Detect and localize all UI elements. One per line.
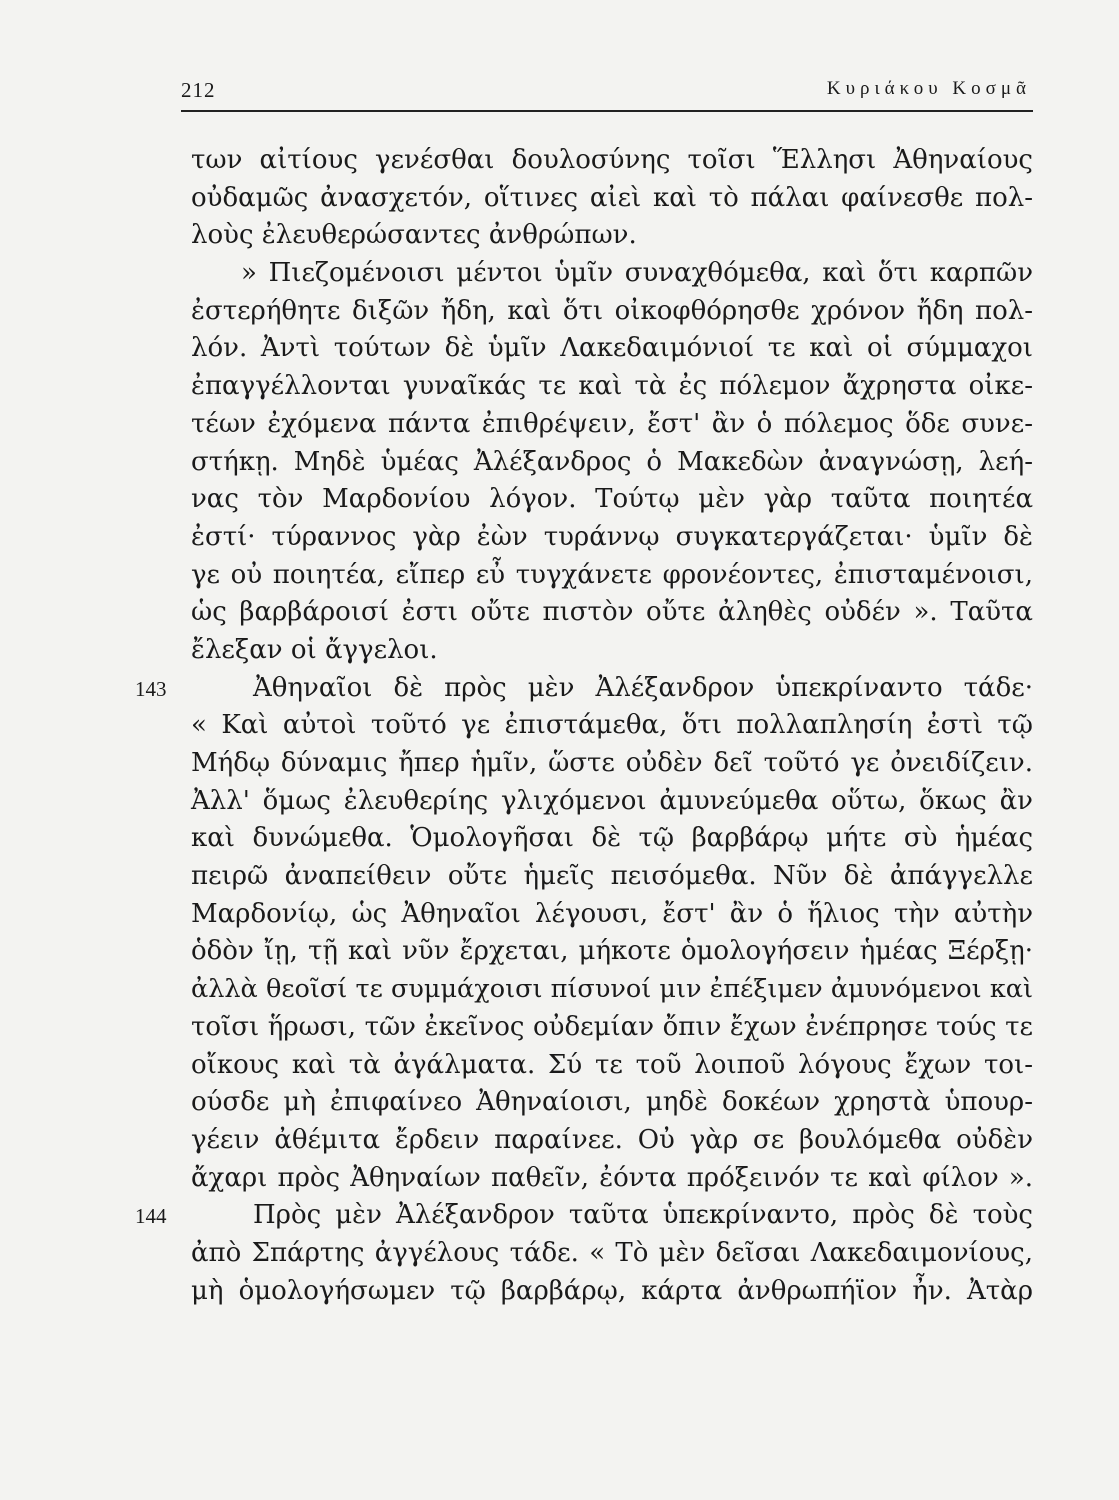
text-line: πειρῶ ἀναπείθειν οὔτε ἡμεῖς πεισόμεθα. Νῦν δὲ ἀπάγγελλε: [191, 861, 1033, 892]
text-line: οὐδαμῶς ἀνασχετόν, οἵτινες αἰεὶ καὶ τὸ πάλαι φαίνεσθε πολ-: [191, 182, 1033, 213]
section-number: 143: [135, 676, 167, 701]
text-line: ὁδὸν ἴῃ, τῇ καὶ νῦν ἔρχεται, μήκοτε ὁμολογήσειν ἡμέας Ξέρξῃ·: [191, 936, 1033, 967]
text-line: νας τὸν Μαρδονίου λόγον. Τούτῳ μὲν γὰρ ταῦτα ποιητέα: [191, 484, 1033, 515]
text-line: ἐστί· τύραννος γὰρ ἐὼν τυράννῳ συγκατεργάζεται· ὑμῖν δὲ: [191, 521, 1033, 552]
header-rule: [181, 110, 1033, 112]
text-line: λοὺς ἐλευθερώσαντες ἀνθρώπων.: [191, 220, 637, 251]
text-line-content: Πρὸς μὲν Ἀλέξανδρον ταῦτα ὑπεκρίναντο, πρὸς δὲ τοὺς: [253, 1200, 1033, 1231]
text-line: των αἰτίους γενέσθαι δουλοσύνης τοῖσι Ἕλλησι Ἀθηναίους: [191, 145, 1033, 175]
text-line: καὶ δυνώμεθα. Ὁμολογῆσαι δὲ τῷ βαρβάρῳ μήτε σὺ ἡμέας: [191, 823, 1033, 854]
text-line: Ἀλλ' ὅμως ἐλευθερίης γλιχόμενοι ἀμυνεύμεθα οὕτω, ὅκως ἂν: [191, 785, 1033, 816]
text-line-section-143: [135, 670, 1033, 708]
text-line: τοῖσι ἥρωσι, τῶν ἐκεῖνος οὐδεμίαν ὄπιν ἔχων ἐνέπρησε τούς τε: [191, 1011, 1033, 1042]
body-text: [135, 142, 1033, 1310]
text-line: ἐστερήθητε διξῶν ἤδη, καὶ ὅτι οἰκοφθόρησθε χρόνον ἤδη πολ-: [191, 295, 1033, 326]
section-number: 144: [135, 1204, 167, 1229]
text-line: ούσδε μὴ ἐπιφαίνεο Ἀθηναίοισι, μηδὲ δοκέων χρηστὰ ὑπουρ-: [191, 1087, 1033, 1118]
text-line: ὡς βαρβάροισί ἐστι οὔτε πιστὸν οὔτε ἀληθὲς οὐδέν ». Ταῦτα: [191, 597, 1033, 628]
text-line: στήκῃ. Μηδὲ ὑμέας Ἀλέξανδρος ὁ Μακεδὼν ἀναγνώσῃ, λεή-: [191, 446, 1033, 477]
text-line: ἀπὸ Σπάρτης ἀγγέλους τάδε. « Τὸ μὲν δεῖσαι Λακεδαιμονίους,: [191, 1237, 1033, 1268]
text-line: ἄχαρι πρὸς Ἀθηναίων παθεῖν, ἐόντα πρόξεινόν τε καὶ φίλον ».: [191, 1162, 1033, 1193]
text-line-section-144: [135, 1197, 1033, 1235]
text-line: τέων ἐχόμενα πάντα ἐπιθρέψειν, ἔστ' ἂν ὁ πόλεμος ὅδε συνε-: [191, 408, 1033, 439]
text-line: γε οὐ ποιητέα, εἴπερ εὖ τυγχάνετε φρονέοντες, ἐπισταμένοισι,: [191, 559, 1033, 590]
text-line: οἴκους καὶ τὰ ἀγάλματα. Σύ τε τοῦ λοιποῦ λόγους ἔχων τοι-: [191, 1049, 1033, 1080]
page-header: [181, 72, 1033, 108]
text-line: λόν. Ἀντὶ τούτων δὲ ὑμῖν Λακεδαιμόνιοί τε καὶ οἱ σύμμαχοι: [191, 333, 1033, 364]
text-line: » Πιεζομένοισι μέντοι ὑμῖν συναχθόμεθα, καὶ ὅτι καρπῶν: [241, 258, 1033, 289]
page-number: 212: [181, 78, 216, 102]
text-line: Μαρδονίῳ, ὡς Ἀθηναῖοι λέγουσι, ἔστ' ἂν ὁ ἥλιος τὴν αὐτὴν: [191, 898, 1033, 929]
text-line: Μήδῳ δύναμις ἤπερ ἡμῖν, ὥστε οὐδὲν δεῖ τοῦτό γε ὀνειδίζειν.: [191, 748, 1033, 778]
text-line-content: Ἀθηναῖοι δὲ πρὸς μὲν Ἀλέξανδρον ὑπεκρίναντο τάδε·: [253, 672, 1033, 703]
text-line: ἔλεξαν οἱ ἄγγελοι.: [191, 634, 438, 665]
text-line: μὴ ὁμολογήσωμεν τῷ βαρβάρῳ, κάρτα ἀνθρωπήϊον ἦν. Ἀτὰρ: [191, 1275, 1033, 1306]
text-line: ἀλλὰ θεοῖσί τε συμμάχοισι πίσυνοί μιν ἐπέξιμεν ἀμυνόμενοι καὶ: [191, 974, 1033, 1005]
text-line: γέειν ἀθέμιτα ἔρδειν παραίνεε. Οὐ γὰρ σε βουλόμεθα οὐδὲν: [191, 1124, 1033, 1155]
running-head: Κυριάκου Κοσμᾶ: [826, 78, 1031, 99]
text-line: « Καὶ αὐτοὶ τοῦτό γε ἐπιστάμεθα, ὅτι πολλαπλησίη ἐστὶ τῷ: [191, 710, 1033, 741]
text-line: ἐπαγγέλλονται γυναῖκάς τε καὶ τὰ ἐς πόλεμον ἄχρηστα οἰκε-: [191, 371, 1033, 402]
